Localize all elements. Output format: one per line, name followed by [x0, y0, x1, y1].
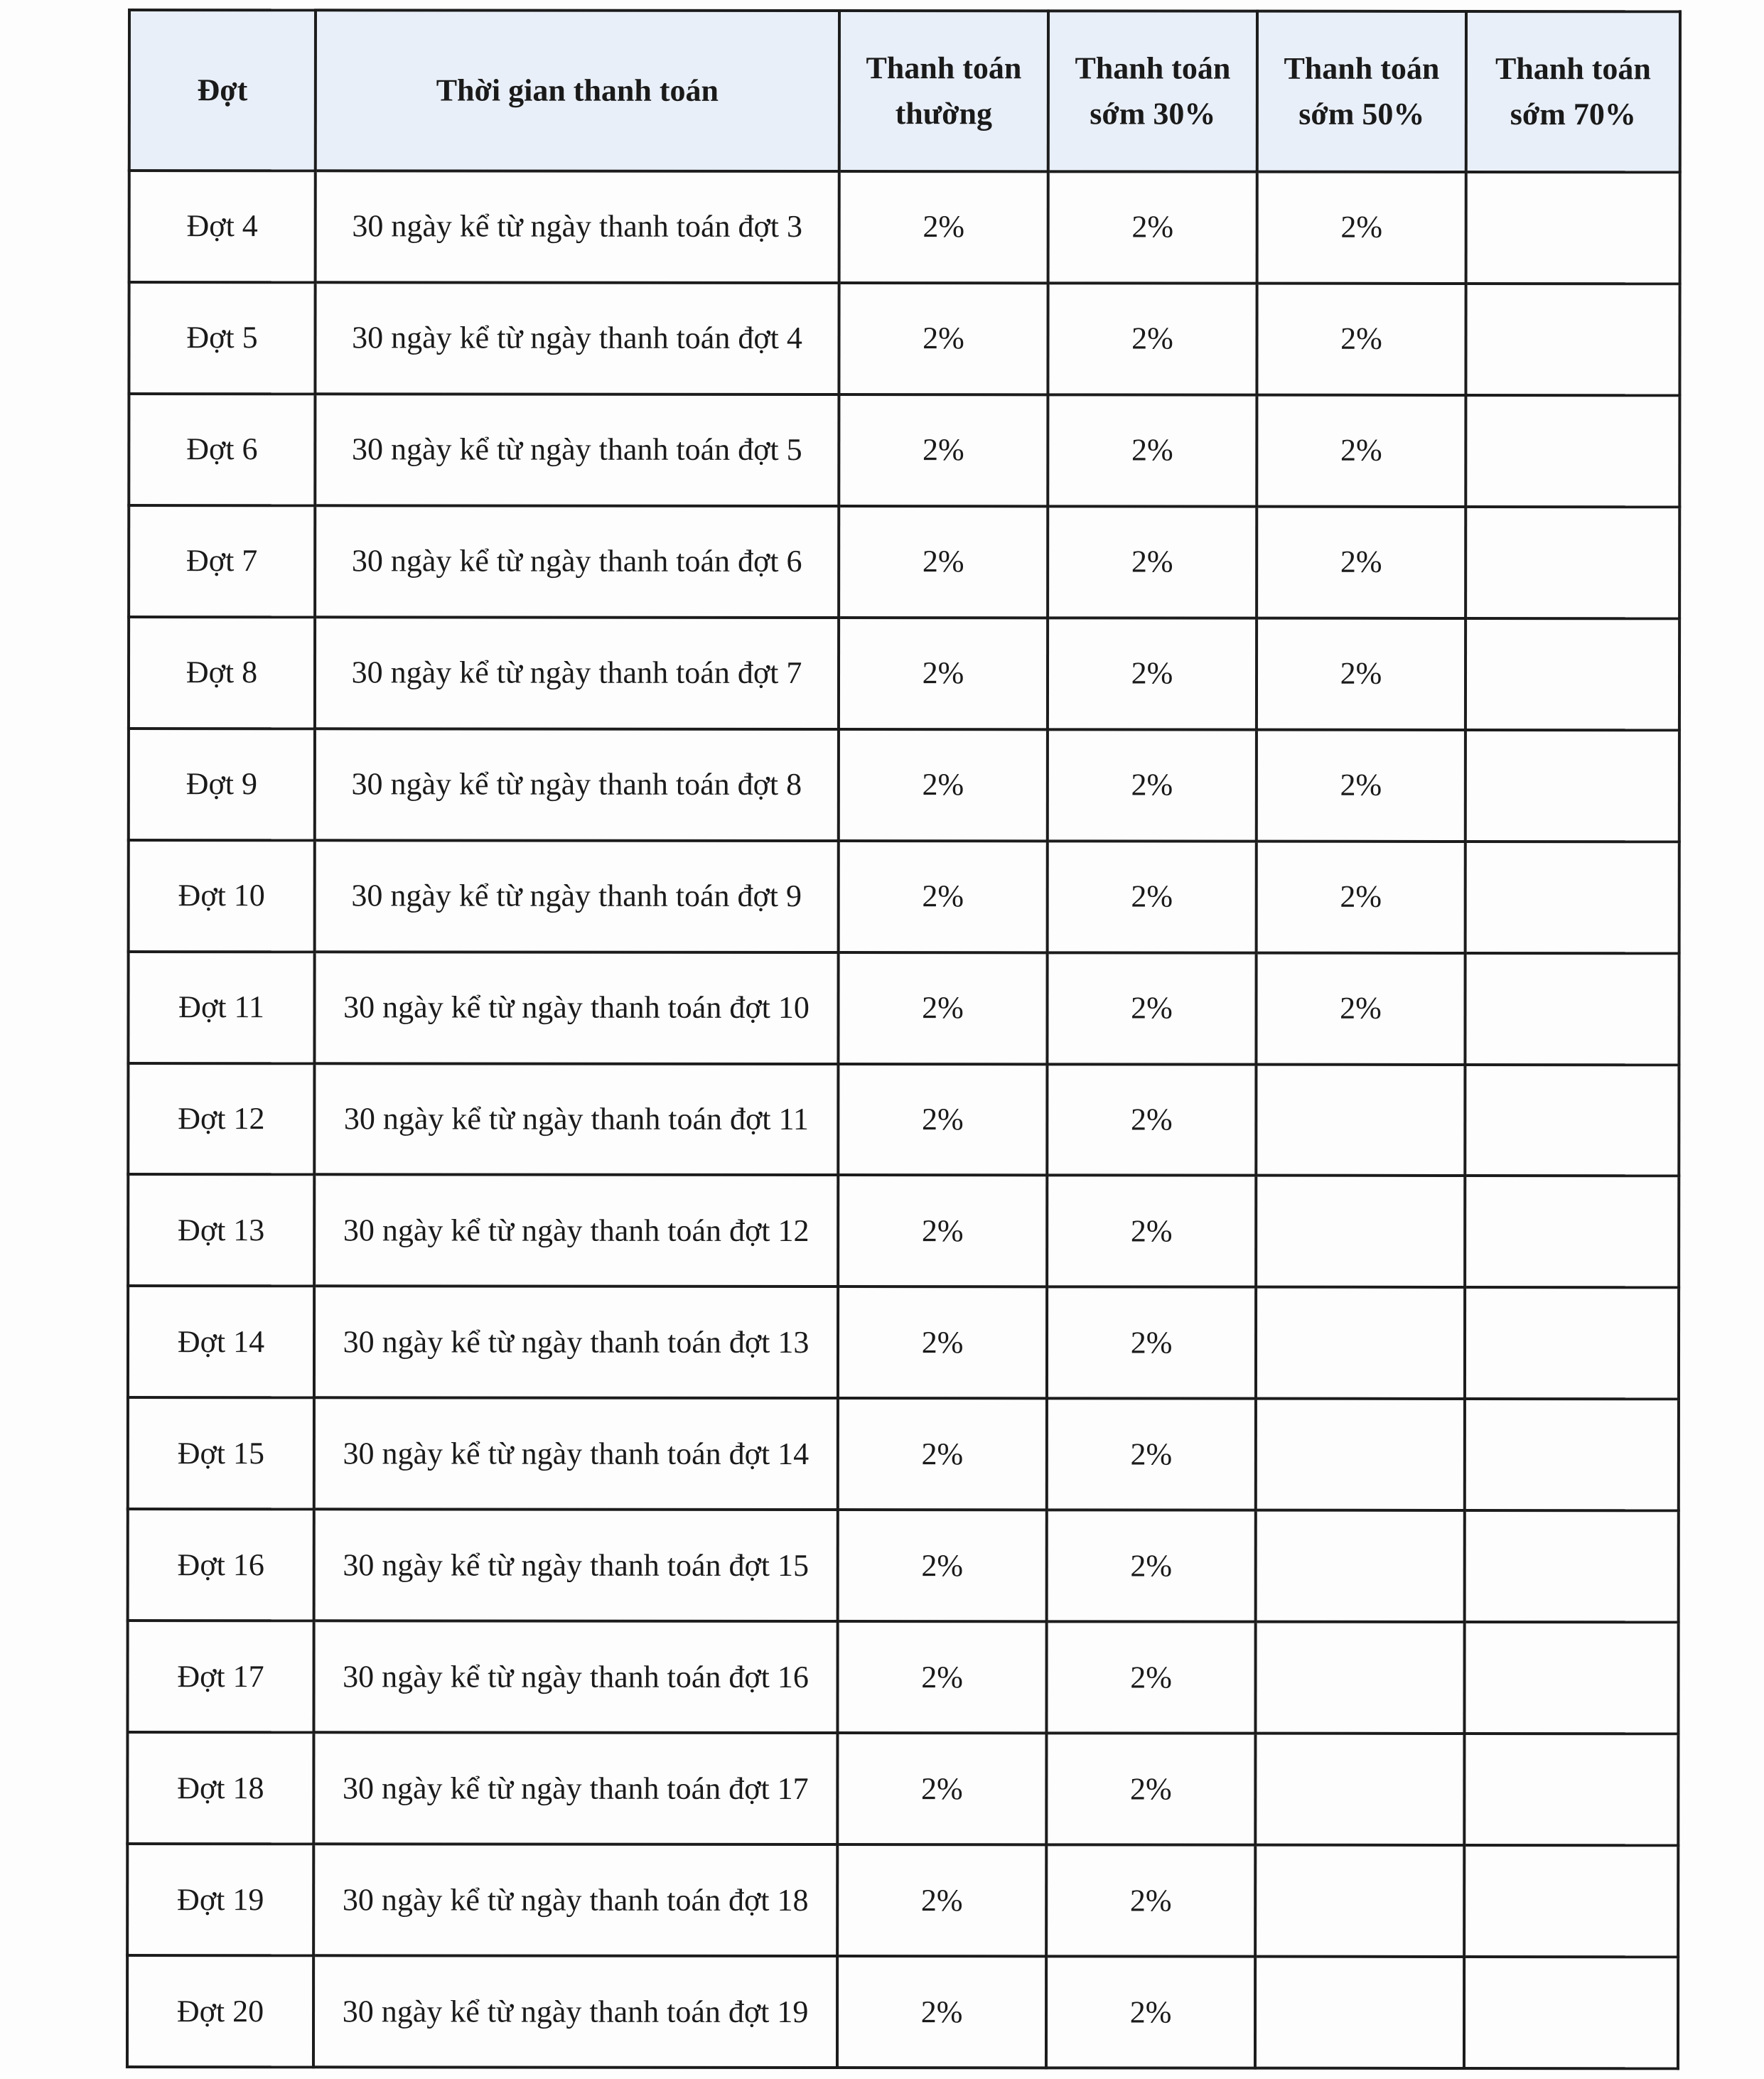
table-body	[127, 171, 1680, 2068]
table-row	[129, 394, 1679, 507]
table-row	[129, 729, 1679, 842]
installment-cell: Đợt 19	[127, 1844, 313, 1955]
table-row	[128, 952, 1679, 1065]
payment-time-cell: 30 ngày kể từ ngày thanh toán đợt 13	[314, 1286, 838, 1399]
early-30-cell: 2%	[1047, 952, 1256, 1064]
early-30-cell: 2%	[1048, 171, 1257, 283]
table-row	[128, 1397, 1679, 1510]
standard-payment-cell: 2%	[838, 1064, 1047, 1176]
early-50-cell	[1256, 1064, 1465, 1176]
standard-payment-cell: 2%	[838, 1286, 1047, 1398]
payment-time-cell: 30 ngày kể từ ngày thanh toán đợt 4	[315, 282, 839, 394]
early-70-cell	[1465, 618, 1679, 730]
early-50-cell	[1255, 1845, 1464, 1957]
standard-payment-cell: 2%	[837, 1733, 1046, 1844]
early-50-cell	[1255, 1622, 1464, 1734]
early-70-cell	[1465, 953, 1679, 1065]
early-30-cell: 2%	[1046, 1844, 1255, 1956]
early-30-cell: 2%	[1048, 618, 1257, 729]
header-payment-time: Thời gian thanh toán	[316, 10, 839, 171]
standard-payment-cell: 2%	[839, 394, 1048, 506]
installment-cell: Đợt 18	[127, 1732, 313, 1844]
payment-time-cell: 30 ngày kể từ ngày thanh toán đợt 15	[314, 1510, 838, 1622]
early-50-cell: 2%	[1257, 618, 1465, 729]
early-50-cell: 2%	[1257, 172, 1466, 284]
table-row	[129, 617, 1679, 730]
early-50-cell	[1256, 1287, 1465, 1399]
installment-cell: Đợt 17	[127, 1621, 313, 1732]
early-30-cell: 2%	[1047, 1399, 1256, 1510]
installment-cell: Đợt 9	[129, 729, 315, 840]
table-row	[129, 505, 1679, 618]
early-70-cell	[1465, 1176, 1679, 1287]
header-early-70: Thanh toán sớm 70%	[1466, 11, 1680, 172]
standard-payment-cell: 2%	[839, 618, 1048, 729]
early-70-cell	[1464, 1957, 1678, 2068]
payment-time-cell: 30 ngày kể từ ngày thanh toán đợt 3	[316, 171, 839, 283]
early-70-cell	[1465, 730, 1679, 842]
installment-cell: Đợt 12	[128, 1063, 314, 1175]
early-70-cell	[1464, 1622, 1678, 1734]
table-row	[128, 1286, 1679, 1399]
early-70-cell	[1465, 1064, 1679, 1176]
installment-cell: Đợt 5	[129, 282, 315, 394]
early-70-cell	[1465, 1399, 1679, 1510]
early-30-cell: 2%	[1048, 841, 1257, 952]
early-50-cell: 2%	[1257, 506, 1465, 618]
early-50-cell	[1255, 1957, 1464, 2068]
payment-time-cell: 30 ngày kể từ ngày thanh toán đợt 8	[315, 729, 839, 841]
early-30-cell: 2%	[1046, 1622, 1255, 1734]
early-30-cell: 2%	[1048, 506, 1257, 618]
installment-cell: Đợt 15	[128, 1397, 314, 1509]
payment-time-cell: 30 ngày kể từ ngày thanh toán đợt 11	[314, 1063, 838, 1176]
early-30-cell: 2%	[1048, 283, 1257, 394]
standard-payment-cell: 2%	[837, 1621, 1046, 1733]
payment-time-cell: 30 ngày kể từ ngày thanh toán đợt 17	[313, 1732, 837, 1844]
table-row	[127, 1844, 1678, 1957]
table-row	[128, 1063, 1679, 1176]
table-header	[129, 10, 1680, 172]
standard-payment-cell: 2%	[838, 1175, 1047, 1286]
installment-cell: Đợt 7	[129, 505, 315, 617]
header-standard-payment: Thanh toán thường	[839, 11, 1048, 171]
early-30-cell: 2%	[1047, 1176, 1256, 1287]
installment-cell: Đợt 14	[128, 1286, 314, 1397]
installment-cell: Đợt 20	[127, 1955, 313, 2067]
early-70-cell	[1464, 1734, 1678, 1845]
header-installment: Đợt	[129, 10, 316, 171]
payment-schedule-table	[126, 9, 1682, 2070]
installment-cell: Đợt 10	[129, 840, 315, 952]
early-30-cell: 2%	[1047, 1287, 1256, 1399]
table-row	[127, 1955, 1678, 2068]
payment-time-cell: 30 ngày kể từ ngày thanh toán đợt 16	[313, 1621, 837, 1733]
early-70-cell	[1465, 1287, 1679, 1399]
payment-time-cell: 30 ngày kể từ ngày thanh toán đợt 18	[313, 1844, 837, 1956]
standard-payment-cell: 2%	[838, 952, 1047, 1064]
table-row	[128, 1174, 1679, 1287]
early-70-cell	[1465, 842, 1679, 953]
early-50-cell	[1256, 1176, 1465, 1287]
standard-payment-cell: 2%	[837, 1956, 1046, 2068]
installment-cell: Đợt 4	[129, 171, 316, 282]
header-row	[129, 10, 1680, 172]
early-70-cell	[1466, 172, 1680, 284]
payment-time-cell: 30 ngày kể từ ngày thanh toán đợt 10	[314, 952, 838, 1064]
early-30-cell: 2%	[1046, 1956, 1255, 2068]
payment-time-cell: 30 ngày kể từ ngày thanh toán đợt 14	[314, 1398, 838, 1510]
standard-payment-cell: 2%	[839, 171, 1048, 283]
payment-time-cell: 30 ngày kể từ ngày thanh toán đợt 5	[315, 394, 839, 506]
payment-time-cell: 30 ngày kể từ ngày thanh toán đợt 12	[314, 1175, 838, 1287]
early-70-cell	[1465, 507, 1679, 618]
table-row	[127, 1621, 1678, 1734]
early-30-cell: 2%	[1046, 1733, 1255, 1844]
early-30-cell: 2%	[1047, 1510, 1256, 1622]
installment-cell: Đợt 11	[128, 952, 314, 1063]
installment-cell: Đợt 13	[128, 1174, 314, 1286]
early-50-cell: 2%	[1256, 952, 1465, 1064]
standard-payment-cell: 2%	[839, 729, 1048, 841]
early-50-cell: 2%	[1257, 395, 1465, 507]
table-row	[128, 1509, 1679, 1622]
standard-payment-cell: 2%	[838, 1398, 1047, 1510]
early-50-cell	[1255, 1734, 1464, 1845]
payment-time-cell: 30 ngày kể từ ngày thanh toán đợt 7	[315, 617, 839, 729]
installment-cell: Đợt 16	[128, 1509, 314, 1621]
payment-time-cell: 30 ngày kể từ ngày thanh toán đợt 19	[313, 1955, 837, 2068]
installment-cell: Đợt 8	[129, 617, 315, 729]
standard-payment-cell: 2%	[839, 506, 1048, 618]
table-row	[129, 171, 1680, 284]
early-50-cell	[1256, 1510, 1465, 1622]
installment-cell: Đợt 6	[129, 394, 315, 505]
early-50-cell	[1256, 1399, 1465, 1510]
standard-payment-cell: 2%	[839, 283, 1048, 394]
early-50-cell: 2%	[1257, 729, 1465, 841]
early-30-cell: 2%	[1048, 394, 1257, 506]
early-70-cell	[1464, 1845, 1678, 1957]
table-row	[129, 840, 1679, 953]
payment-time-cell: 30 ngày kể từ ngày thanh toán đợt 9	[315, 840, 839, 952]
standard-payment-cell: 2%	[837, 1844, 1046, 1956]
early-50-cell: 2%	[1257, 284, 1465, 395]
early-30-cell: 2%	[1048, 729, 1257, 841]
early-50-cell: 2%	[1257, 841, 1465, 952]
early-70-cell	[1465, 284, 1679, 395]
header-early-50: Thanh toán sớm 50%	[1257, 11, 1466, 172]
early-30-cell: 2%	[1047, 1064, 1256, 1176]
standard-payment-cell: 2%	[838, 1510, 1047, 1621]
early-70-cell	[1465, 1510, 1679, 1622]
table-row	[127, 1732, 1678, 1845]
early-70-cell	[1465, 395, 1679, 507]
payment-time-cell: 30 ngày kể từ ngày thanh toán đợt 6	[315, 505, 839, 618]
header-early-30: Thanh toán sớm 30%	[1048, 11, 1257, 171]
standard-payment-cell: 2%	[839, 841, 1048, 952]
table-row	[129, 282, 1679, 395]
